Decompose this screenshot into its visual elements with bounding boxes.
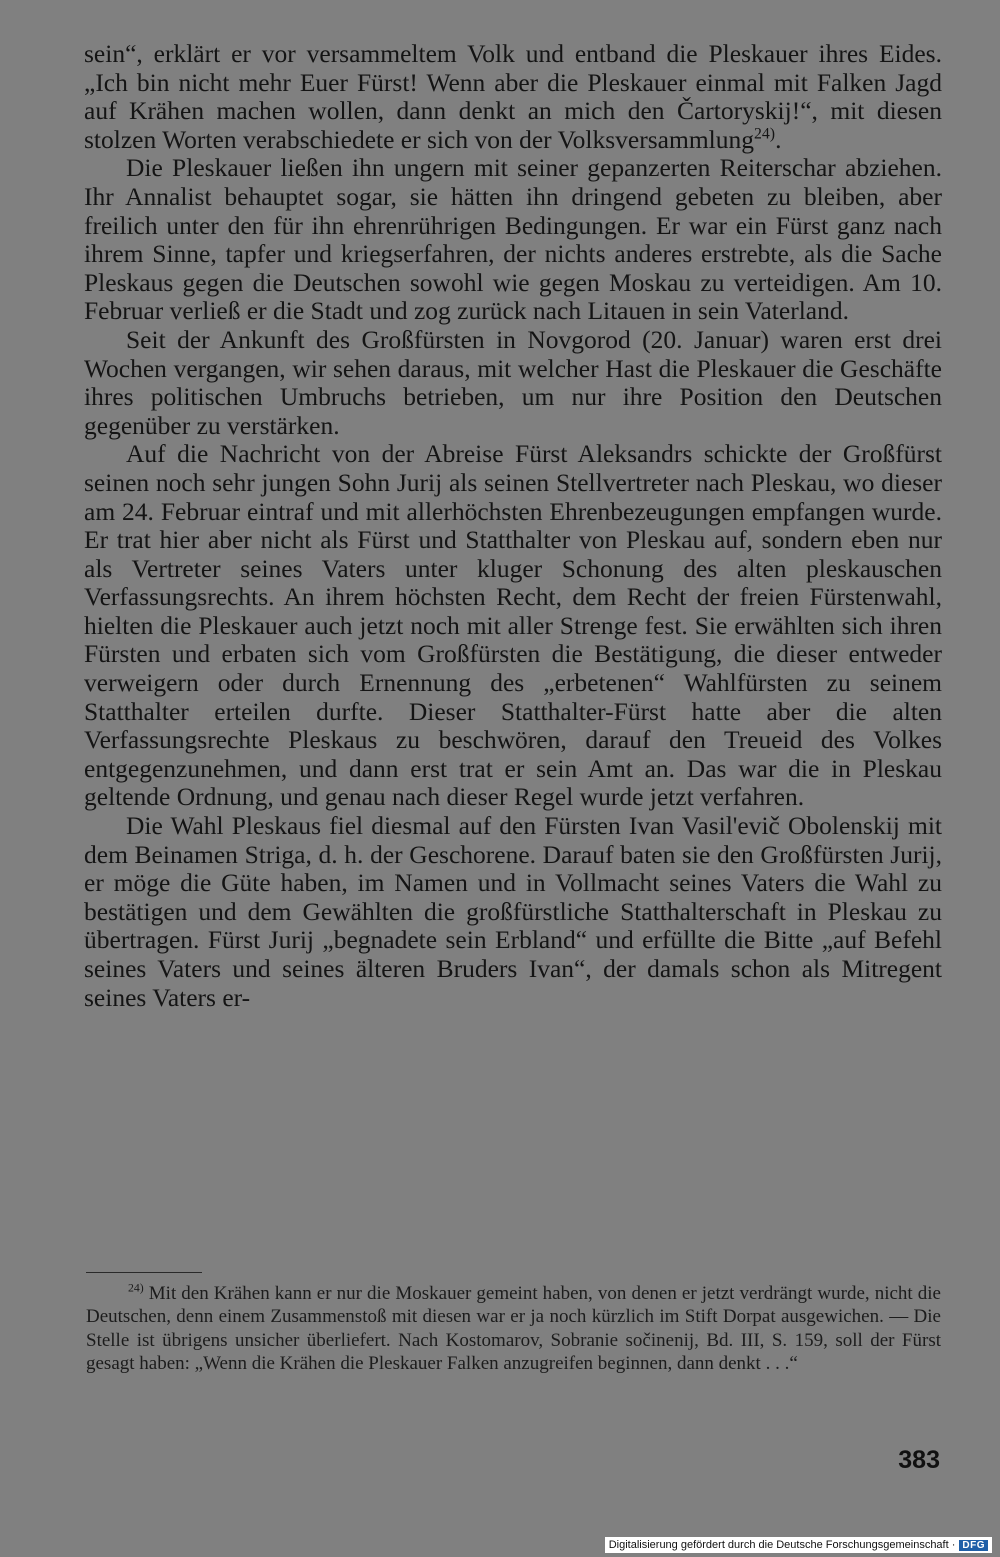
paragraph-3: Seit der Ankunft des Großfürsten in Novgorod (20. Januar) waren erst drei Wochen vergangen, wir sehen daraus, mit welcher Hast die Pleskauer die Geschäfte ihres politischen Umbruchs betrieben, um nur ihre Position den Deutschen gegenüber zu verstärken. bbox=[84, 324, 942, 440]
digitization-credit bbox=[605, 1537, 992, 1553]
paragraph-5: Die Wahl Pleskaus fiel diesmal auf den Fürsten Ivan Vasil'evič Obolenskij mit dem Beinamen Striga, d. h. der Geschorene. Darauf baten sie den Großfürsten Jurij, er möge die Güte haben, im Namen und in Vollmacht seines Vaters die Wahl zu bestätigen und dem Gewählten die großfürstliche Statthalterschaft in Pleskau zu übertragen. Fürst Jurij „begnadete sein Erbland“ und erfüllte die Bitte „auf Befehl seines Vaters und seines älteren Bruders Ivan“, der damals schon als Mitregent seines Vaters er- bbox=[84, 811, 942, 1012]
paragraph-1-tail: . bbox=[775, 124, 782, 154]
footnote bbox=[86, 1282, 941, 1376]
page-number: 383 bbox=[898, 1446, 940, 1474]
footnote-text: Mit den Krähen kann er nur die Moskauer gemeint haben, von denen er jetzt verdrängt wurde, nicht die Deutschen, denn einem Zusammenstoß mit diesen war er ja noch kürzlich im Stift Dorpat ausgewichen. — Die Stelle ist übrigens unsicher überliefert. Nach Kostomarov, Sobranie sočinenij, Bd. III, S. 159, soll der Fürst gesagt haben: „Wenn die Krähen die Pleskauer Falken anzugreifen beginnen, dann denkt . . .“ bbox=[86, 1283, 941, 1375]
paragraph-1 bbox=[84, 40, 942, 154]
credit-text: Digitalisierung gefördert durch die Deutsche Forschungsgemeinschaft · bbox=[608, 1539, 956, 1551]
footnote-reference: 24) bbox=[754, 125, 776, 143]
dfg-logo-icon: DFG bbox=[959, 1540, 988, 1551]
footnote-marker: 24) bbox=[128, 1281, 144, 1295]
paragraph-4: Auf die Nachricht von der Abreise Fürst Aleksandrs schickte der Großfürst seinen noch sehr jungen Sohn Jurij als seinen Stellvertreter nach Pleskau, wo dieser am 24. Februar eintraf und mit allerhöchsten Ehrenbezeugungen empfangen wurde. Er trat hier aber nicht als Fürst und Statthalter von Pleskau auf, sondern eben nur als Vertreter seines Vaters unter kluger Schonung des alten pleskauschen Verfassungsrechts. An ihrem höchsten Recht, dem Recht der freien Fürstenwahl, hielten die Pleskauer auch jetzt noch mit aller Strenge fest. Sie erwählten sich ihren Fürsten und erbaten sich vom Großfürsten die Bestätigung, die dieser entweder verweigern oder durch Ernennung des „erbetenen“ Wahlfürsten zu seinem Statthalter erteilen durfte. Dieser Statthalter-Fürst hatte aber die alten Verfassungsrechte Pleskaus zu beschwören, darauf den Treueid des Volkes entgegenzunehmen, und dann erst trat er sein Amt an. Das war die in Pleskau geltende Ordnung, und genau nach dieser Regel wurde jetzt verfahren. bbox=[84, 439, 942, 812]
main-text bbox=[84, 40, 942, 1012]
paragraph-2: Die Pleskauer ließen ihn ungern mit seiner gepanzerten Reiterschar abziehen. Ihr Annalist behauptet sogar, sie hätten ihn dringend gebeten zu bleiben, aber freilich unter den für ihn ehrenrührigen Bedingungen. Er war ein Fürst ganz nach ihrem Sinne, tapfer und kriegserfahren, der nichts anderes erstrebte, als die Sache Pleskaus gegen die Deutschen sowohl wie gegen Moskau zu verteidigen. Am 10. Februar verließ er die Stadt und zog zurück nach Litauen in sein Vaterland. bbox=[84, 153, 942, 326]
paragraph-1-text: sein“, erklärt er vor versammeltem Volk und entband die Pleskauer ihres Eides. „Ich bin nicht mehr Euer Fürst! Wenn aber die Pleskauer einmal mit Falken Jagd auf Krähen machen wollen, dann denkt an mich den Čartoryskij!“, mit diesen stolzen Worten verabschiedete er sich von der Volksversammlung bbox=[84, 39, 942, 154]
footnote-divider bbox=[86, 1272, 202, 1273]
